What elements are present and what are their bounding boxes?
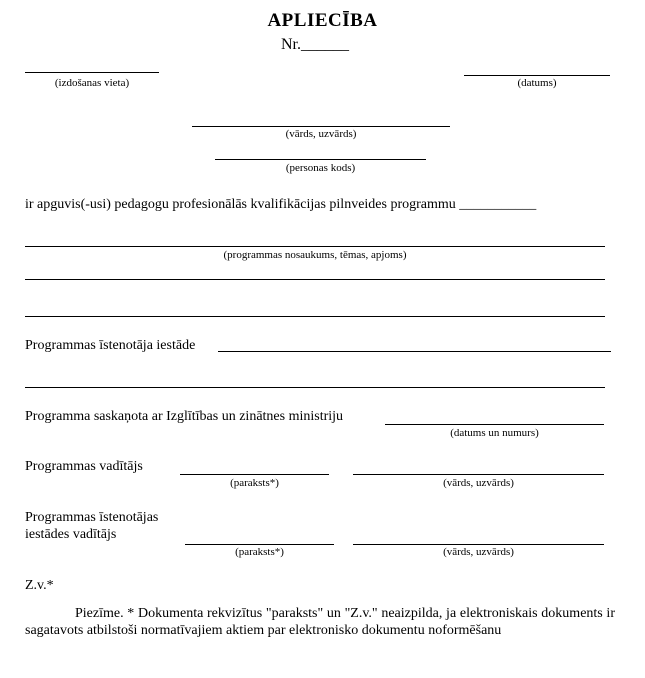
issue-place-line (25, 72, 159, 73)
program-name-line-2 (25, 279, 605, 280)
document-number: Nr.______ (281, 36, 349, 53)
leader-name-caption: (vārds, uzvārds) (443, 477, 514, 489)
footnote: Piezīme. * Dokumenta rekvizītus "paraksts" un "Z.v." neaizpilda, ja elektroniskais dokuments ir sagatavots atbilstoši normatīvajiem aktiem par elektronisko dokumentu noformēšanu (25, 606, 615, 638)
ministry-agreement-line (385, 424, 604, 425)
ministry-agreement-label: Programma saskaņota ar Izglītības un zinātnes ministriju (25, 409, 344, 424)
name-line (192, 126, 450, 127)
document-title: APLIECĪBA (267, 10, 378, 31)
name-caption: (vārds, uzvārds) (285, 128, 357, 140)
seal-place-label: Z.v.* (25, 578, 54, 593)
head-name-line (353, 544, 604, 545)
ministry-agreement-caption: (datums un numurs) (450, 427, 539, 439)
institution-head-label-line1: Programmas īstenotājas (25, 510, 159, 525)
date-line (464, 75, 610, 76)
head-name-caption: (vārds, uzvārds) (443, 546, 514, 558)
head-signature-caption: (paraksts*) (235, 546, 284, 558)
institution-label: Programmas īstenotāja iestāde (25, 338, 196, 353)
program-name-line-1 (25, 246, 605, 247)
date-caption: (datums) (517, 77, 557, 89)
institution-line (218, 351, 611, 352)
leader-signature-line (180, 474, 329, 475)
institution-line-2 (25, 387, 605, 388)
program-name-line-3 (25, 316, 605, 317)
program-leader-label: Programmas vadītājs (25, 459, 143, 474)
completed-program-text: ir apguvis(-usi) pedagogu profesionālās kvalifikācijas pilnveides programmu ___________ (25, 197, 537, 212)
institution-head-label-line2: iestādes vadītājs (25, 527, 117, 542)
leader-name-line (353, 474, 604, 475)
leader-signature-caption: (paraksts*) (230, 477, 279, 489)
personal-code-line (215, 159, 426, 160)
program-name-caption: (programmas nosaukums, tēmas, apjoms) (223, 249, 407, 261)
issue-place-caption: (izdošanas vieta) (54, 77, 130, 89)
head-signature-line (185, 544, 334, 545)
personal-code-caption: (personas kods) (285, 162, 356, 174)
